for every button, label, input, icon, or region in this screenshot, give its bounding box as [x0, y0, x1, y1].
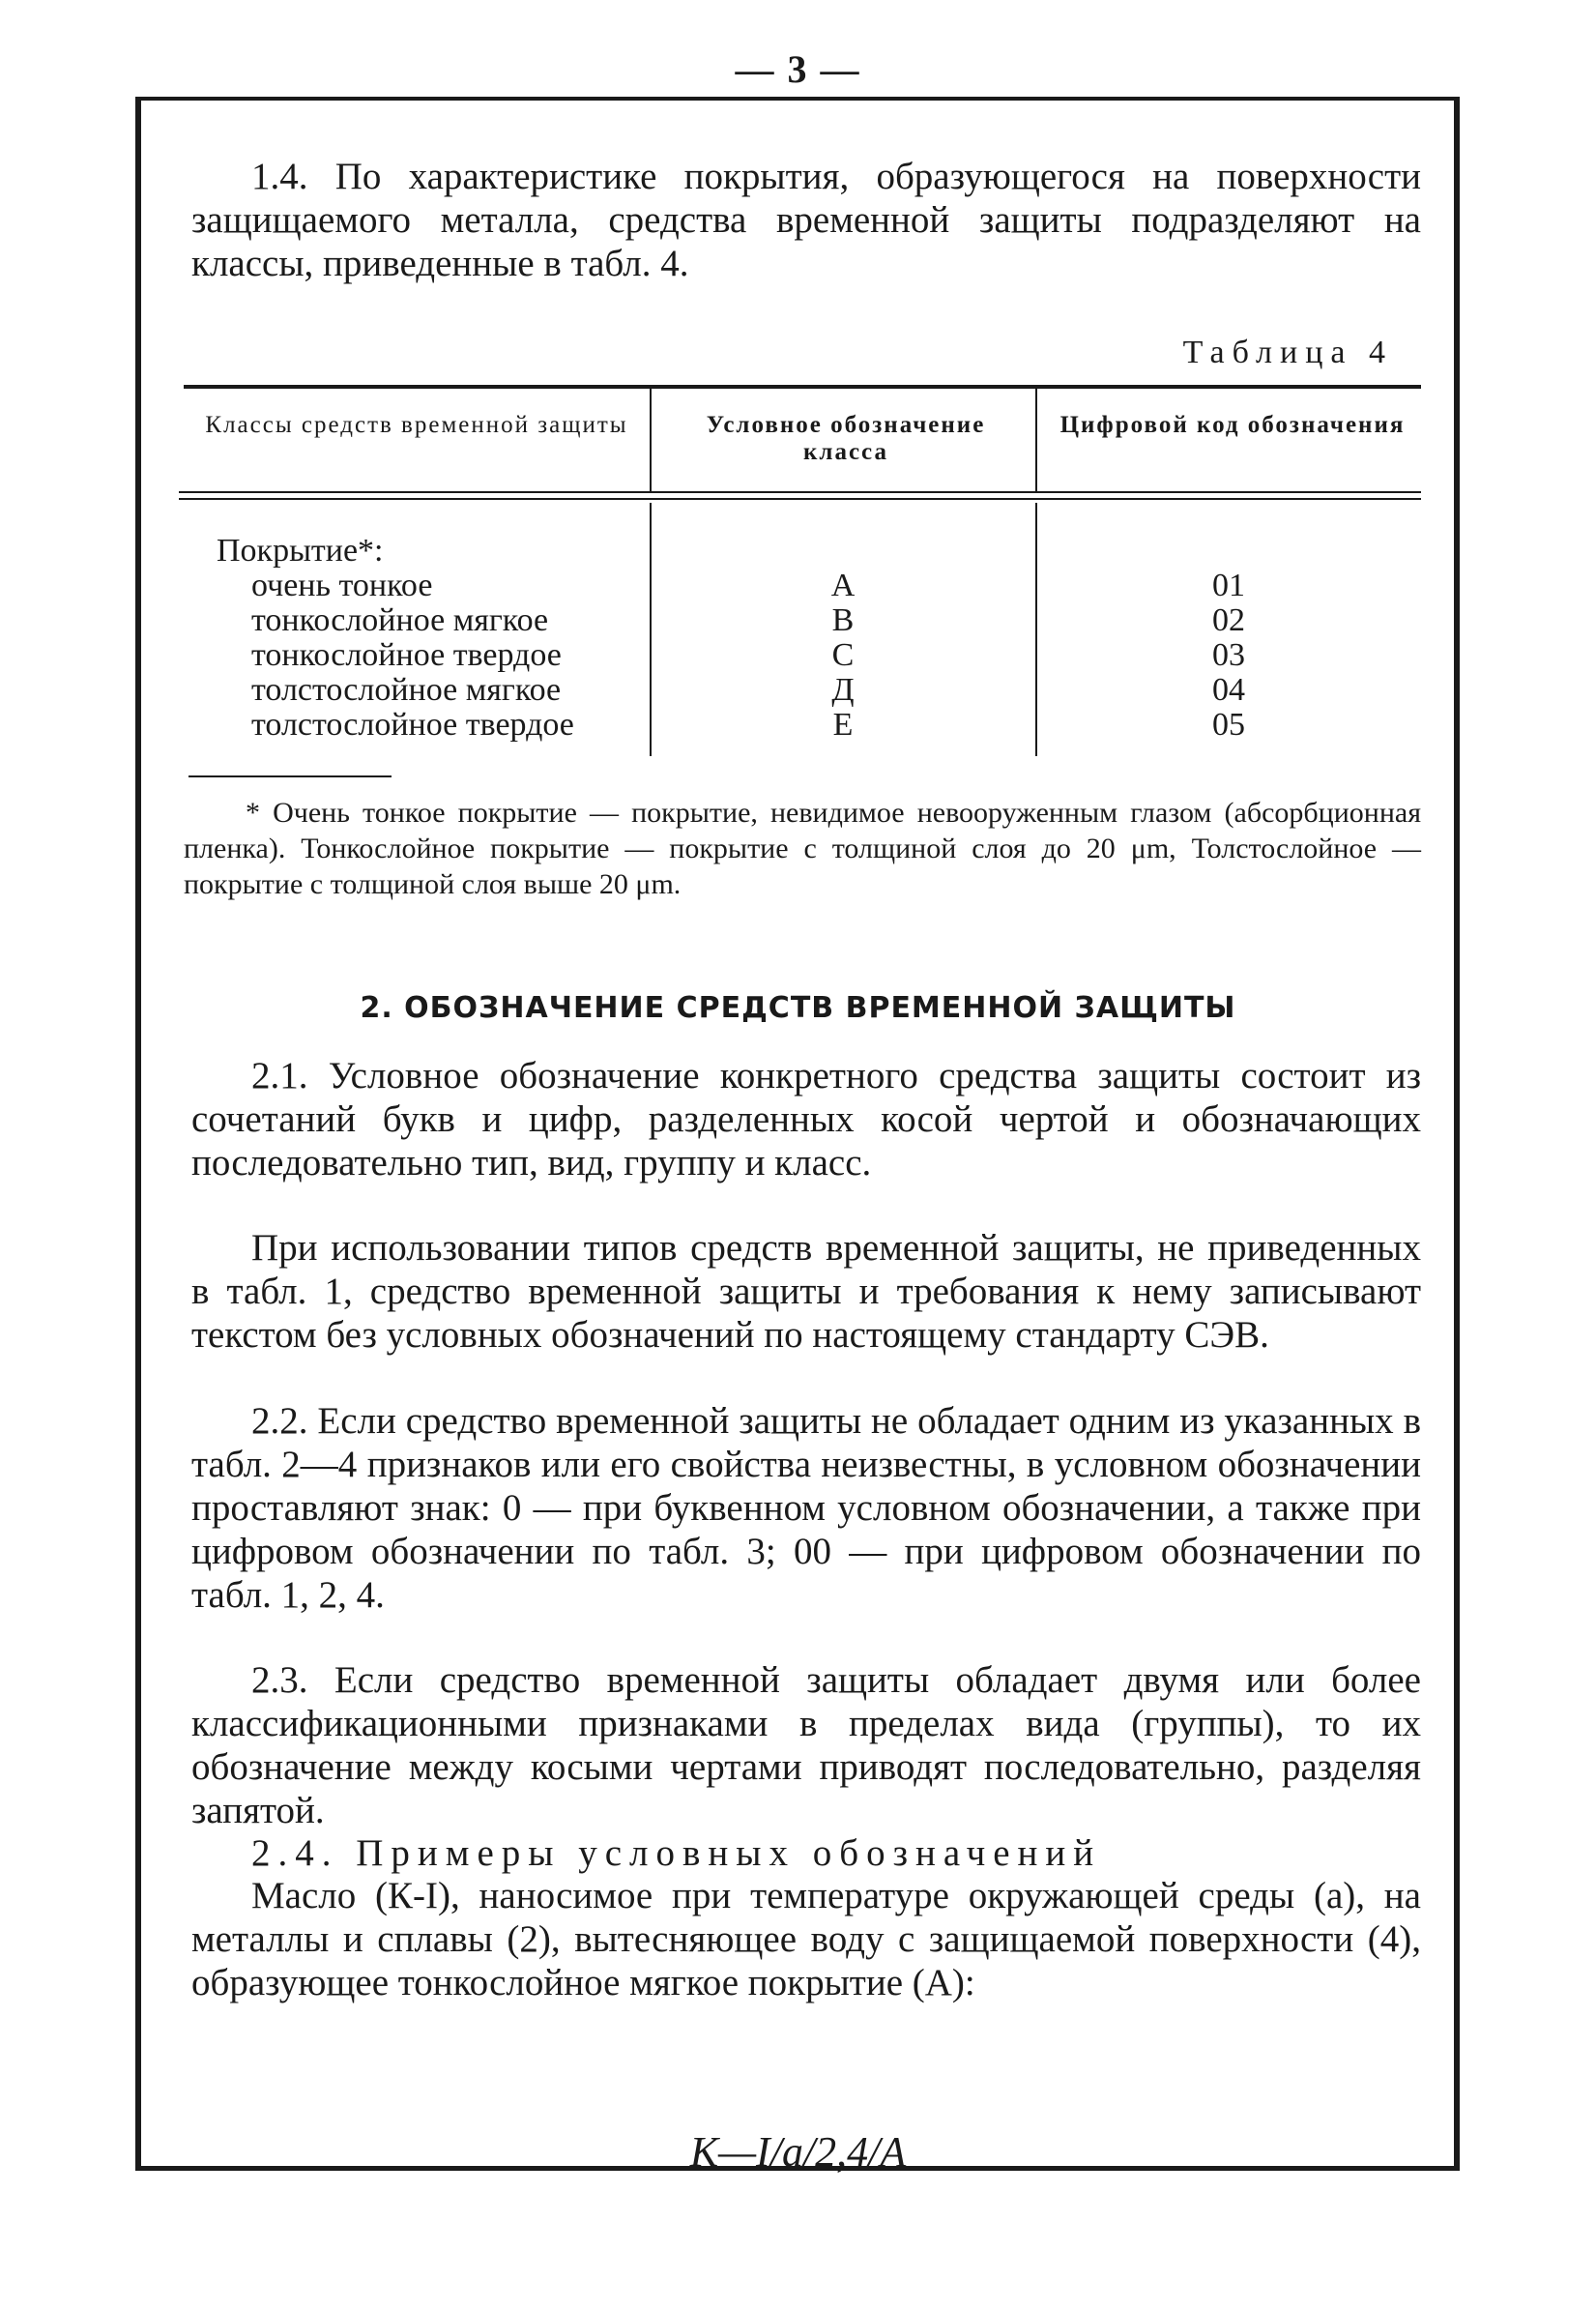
intro-text: 1.4. По характеристике покрытия, образующегося на поверхности защищаемого металла, средства временной защиты подразделяют на классы, приведенные в табл. 4.	[191, 156, 1421, 284]
section-title: 2. ОБОЗНАЧЕНИЕ СРЕДСТВ ВРЕМЕННОЙ ЗАЩИТЫ	[360, 991, 1236, 1025]
paragraph-2-4-text: 2.4. Примеры условных обозначений	[251, 1832, 1102, 1874]
paragraph-2-4	[191, 1831, 1421, 1875]
table-header-symbol: Условное обозначение класса	[706, 412, 986, 465]
paragraph-2-1-text: 2.1. Условное обозначение конкретного средства защиты состоит из сочетаний букв и цифр, разделенных косой чертой и обозначающих последовательно тип, вид, группу и класс.	[191, 1055, 1421, 1184]
row-class-name: очень тонкое	[251, 568, 433, 603]
paragraph-2-2-text: 2.2. Если средство временной защиты не обладает одним из указанных в табл. 2—4 признаков или его свойства неизвестны, в условном обозначении проставляют знак: 0 — при буквенном условном обозначении, а также при цифровом обозначении по табл. 3; 00 — при цифровом обозначении по табл. 1, 2, 4.	[191, 1400, 1421, 1616]
paragraph-2-2	[191, 1399, 1421, 1617]
row-symbol: В	[831, 602, 855, 638]
paragraph-2-1	[191, 1054, 1421, 1184]
paragraph-2-4b-text: Масло (К-I), наносимое при температуре окружающей среды (а), на металлы и сплавы (2), вытесняющее воду с защищаемой поверхности (4), образующее тонкослойное мягкое покрытие (А):	[191, 1875, 1421, 2003]
page-number: — 3 —	[735, 47, 861, 91]
table-header-code: Цифровой код обозначения	[1059, 412, 1406, 438]
row-code: 05	[1212, 707, 1245, 743]
paragraph-2-3	[191, 1658, 1421, 1832]
paragraph-2-4b	[191, 1874, 1421, 2004]
table-top-rule	[184, 385, 1421, 389]
table-header-rule-2	[179, 498, 1421, 500]
footnote-rule	[189, 775, 392, 777]
table-group-label: Покрытие*:	[217, 533, 384, 569]
row-symbol: Е	[832, 707, 854, 743]
intro-paragraph	[191, 155, 1421, 285]
designation-formula: К—I/a/2,4/А	[689, 2128, 907, 2176]
row-class-name: тонкослойное твердое	[251, 637, 562, 673]
paragraph-2-1b-text: При использовании типов средств временной защиты, не приведенных в табл. 1, средство временной защиты и требования к нему записывают текстом без условных обозначений по настоящему стандарту СЭВ.	[191, 1227, 1421, 1356]
row-code: 04	[1212, 672, 1245, 708]
row-class-name: тонкослойное мягкое	[251, 602, 549, 638]
table-col-divider-1	[650, 389, 652, 491]
row-symbol: С	[831, 637, 855, 673]
footnote-text: * Очень тонкое покрытие — покрытие, невидимое невооруженным глазом (абсорбционная пленка). Тонкослойное покрытие — покрытие с толщиной слоя до 20 μm, Толстослойное — покрытие с толщиной слоя выше 20 μm.	[184, 797, 1421, 900]
row-code: 02	[1212, 602, 1245, 638]
row-code: 03	[1212, 637, 1245, 673]
paragraph-2-3-text: 2.3. Если средство временной защиты обладает двумя или более классификационными признаками в пределах вида (группы), то их обозначение между косыми чертами приводят последовательно, разделяя запятой.	[191, 1659, 1421, 1831]
table-header-classes: Классы средств временной защиты	[205, 412, 628, 438]
row-code: 01	[1212, 568, 1245, 603]
table-caption: Таблица 4	[1182, 335, 1393, 370]
row-class-name: толстослойное твердое	[251, 707, 574, 743]
table-col-divider-2	[1035, 389, 1037, 491]
row-class-name: толстослойное мягкое	[251, 672, 562, 708]
row-symbol: А	[830, 568, 856, 603]
row-symbol: Д	[831, 672, 855, 708]
paragraph-2-1b	[191, 1226, 1421, 1357]
table-header-rule-1	[179, 491, 1421, 493]
footnote	[184, 795, 1421, 902]
